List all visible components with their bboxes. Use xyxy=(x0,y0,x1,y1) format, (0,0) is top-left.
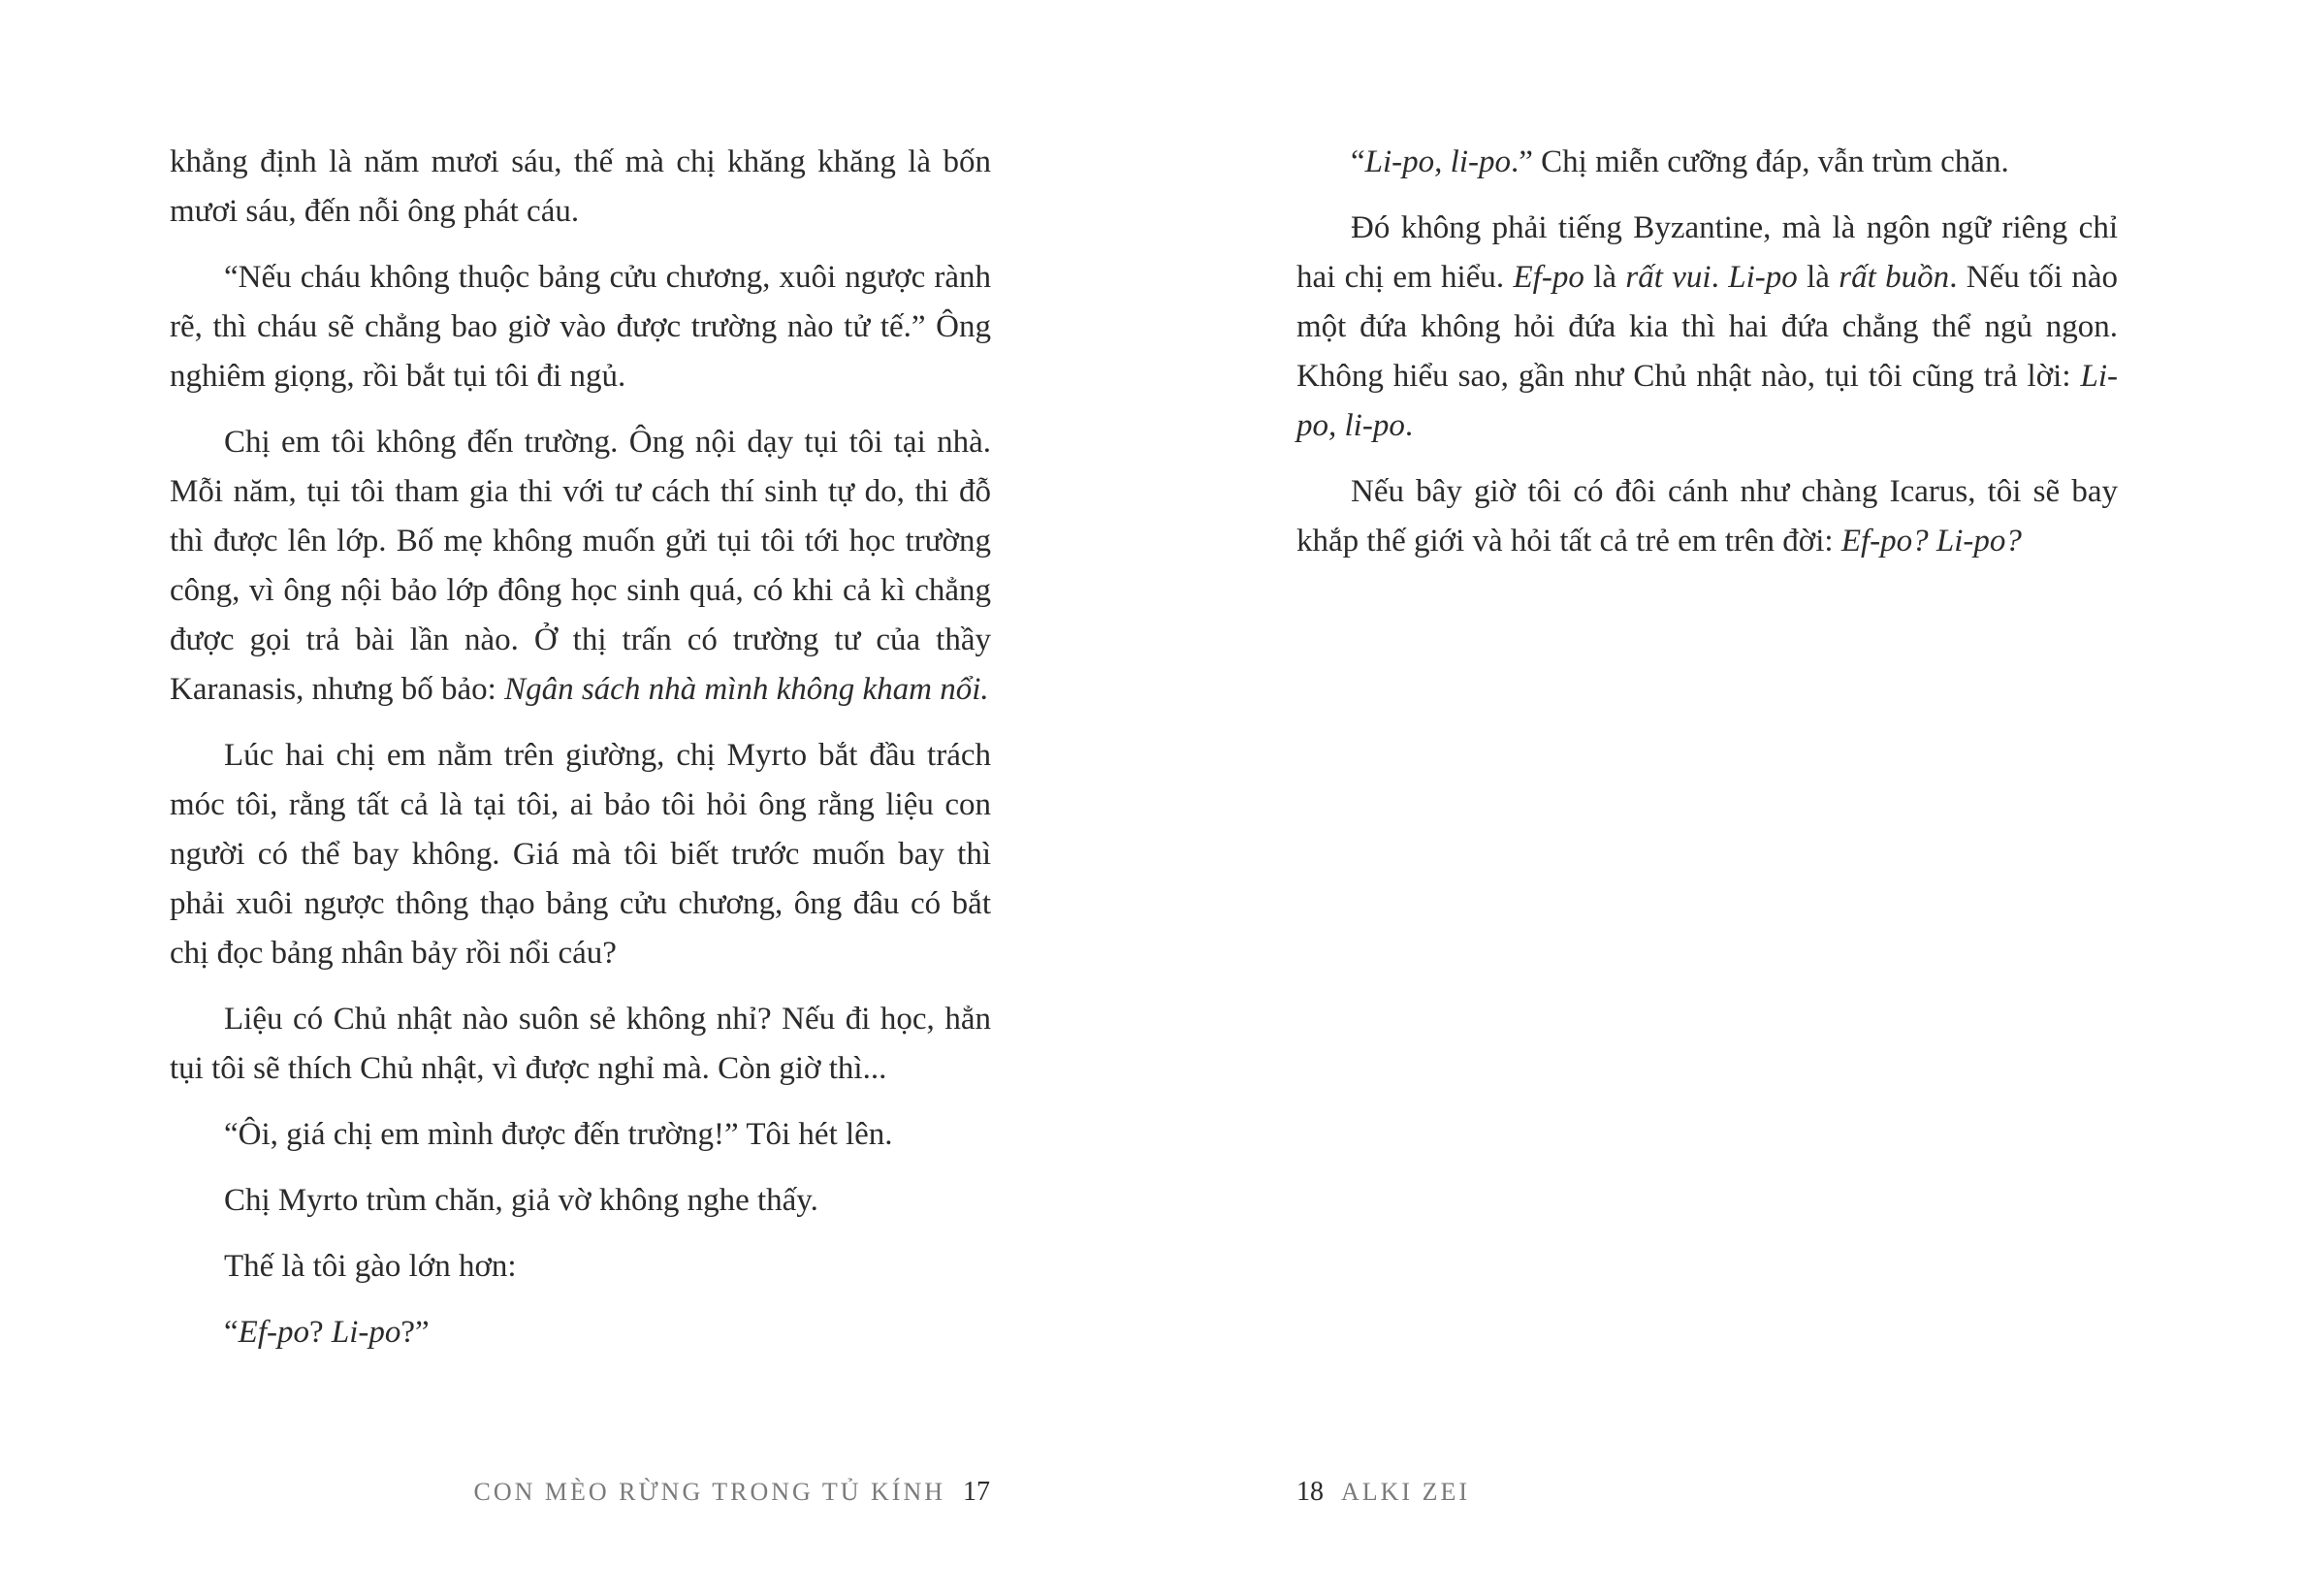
paragraph xyxy=(170,1308,991,1357)
paragraph xyxy=(170,253,991,401)
text-segment: . xyxy=(1404,408,1414,443)
paragraph xyxy=(170,1176,991,1226)
italic-text: Li-po, li-po xyxy=(1296,359,2118,443)
italic-text: Li-po, li-po xyxy=(1364,144,1511,179)
running-title: CON MÈO RỪNG TRONG TỦ KÍNH xyxy=(473,1478,945,1506)
text-segment: “Nếu cháu không thuộc bảng cửu chương, xuôi ngược rành rẽ, thì cháu sẽ chẳng bao giờ vào được trường nào tử tế.” Ông nghiêm giọng, rồi bắt tụi tôi đi ngủ. xyxy=(170,260,991,394)
italic-text: rất vui xyxy=(1625,260,1711,295)
italic-text: Ngân sách nhà mình không kham nổi. xyxy=(504,672,989,707)
paragraph xyxy=(170,138,991,237)
page-number: 17 xyxy=(963,1477,990,1507)
right-page xyxy=(1152,0,2303,1596)
text-segment: Chị Myrto trùm chăn, giả vờ không nghe thấy. xyxy=(224,1183,818,1218)
paragraph xyxy=(170,995,991,1094)
text-segment: khẳng định là năm mươi sáu, thế mà chị khăng khăng là bốn mươi sáu, đến nỗi ông phát cáu. xyxy=(170,144,991,229)
text-segment: Nếu bây giờ tôi có đôi cánh như chàng Icarus, tôi sẽ bay khắp thế giới và hỏi tất cả trẻ em trên đời: xyxy=(1296,474,2118,559)
text-segment: “ xyxy=(224,1315,239,1350)
text-segment: Chị em tôi không đến trường. Ông nội dạy tụi tôi tại nhà. Mỗi năm, tụi tôi tham gia thi với tư cách thí sinh tự do, thi đỗ thì được lên lớp. Bố mẹ không muốn gửi tụi tôi tới học trường công, vì ông nội bảo lớp đông học sinh quá, có khi cả kì chẳng được gọi trả bài lần nào. Ở thị trấn có trường tư của thầy Karanasis, nhưng bố bảo: xyxy=(170,425,991,707)
text-segment: ?” xyxy=(400,1315,430,1350)
text-segment: “ xyxy=(1351,144,1365,179)
text-segment: Lúc hai chị em nằm trên giường, chị Myrto bắt đầu trách móc tôi, rằng tất cả là tại tôi, ai bảo tôi hỏi ông rằng liệu con người có thể bay không. Giá mà tôi biết trước muốn bay thì phải xuôi ngược thông thạo bảng cửu chương, ông đâu có bắt chị đọc bảng nhân bảy rồi nổi cáu? xyxy=(170,738,991,971)
text-segment: “Ôi, giá chị em mình được đến trường!” Tôi hét lên. xyxy=(224,1117,893,1152)
left-page-text xyxy=(170,138,991,1374)
page-number: 18 xyxy=(1296,1477,1324,1507)
italic-text: Li-po xyxy=(1728,260,1798,295)
paragraph xyxy=(170,1242,991,1292)
text-segment: . Nếu tối nào một đứa không hỏi đứa kia thì hai đứa chẳng thể ngủ ngon. Không hiểu sao, gần như Chủ nhật nào, tụi tôi cũng trả lời: xyxy=(1296,260,2119,394)
italic-text: Li-po xyxy=(331,1315,401,1350)
right-page-text xyxy=(1296,138,2118,583)
italic-text: Ef-po? Li-po? xyxy=(1840,524,2022,559)
italic-text: Ef-po xyxy=(238,1315,309,1350)
running-title: ALKI ZEI xyxy=(1341,1478,1471,1506)
text-segment: Liệu có Chủ nhật nào suôn sẻ không nhỉ? Nếu đi học, hẳn tụi tôi sẽ thích Chủ nhật, vì được nghỉ mà. Còn giờ thì... xyxy=(170,1002,991,1086)
right-page-footer xyxy=(1296,1477,1470,1508)
paragraph xyxy=(170,418,991,715)
italic-text: Ef-po xyxy=(1513,260,1584,295)
text-segment: . xyxy=(1711,260,1729,295)
left-page-footer xyxy=(474,1477,991,1508)
text-segment: .” Chị miễn cưỡng đáp, vẫn trùm chăn. xyxy=(1511,144,2009,179)
paragraph xyxy=(1296,138,2118,187)
text-segment: Thế là tôi gào lớn hơn: xyxy=(224,1249,517,1284)
paragraph xyxy=(1296,467,2118,566)
text-segment: Đó không phải tiếng Byzantine, mà là ngôn ngữ riêng chỉ hai chị em hiểu. xyxy=(1296,210,2118,295)
text-segment: là xyxy=(1797,260,1839,295)
paragraph xyxy=(170,1110,991,1160)
text-segment: là xyxy=(1583,260,1626,295)
paragraph xyxy=(170,731,991,978)
italic-text: rất buồn xyxy=(1839,260,1950,295)
paragraph xyxy=(1296,204,2118,451)
text-segment: ? xyxy=(308,1315,332,1350)
